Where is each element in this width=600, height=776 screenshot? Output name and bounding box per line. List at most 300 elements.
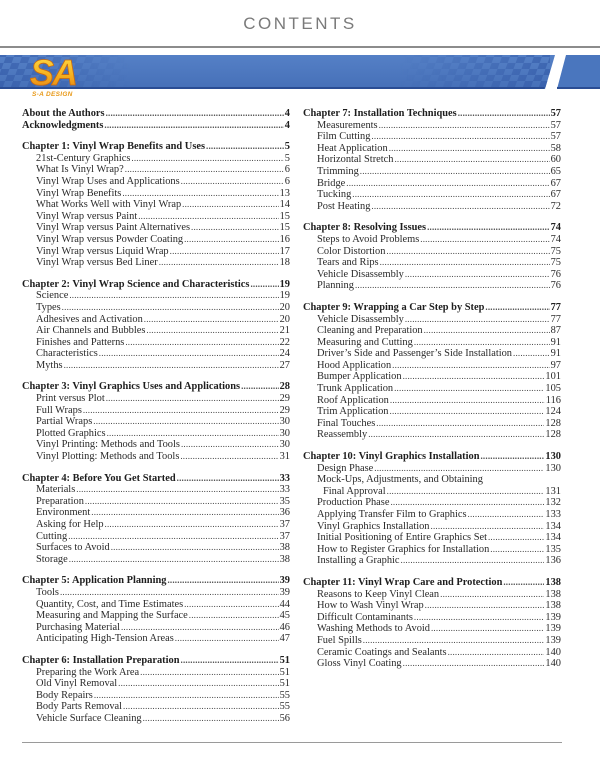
toc-entry-label: Types bbox=[36, 301, 61, 313]
toc-entry[interactable] bbox=[22, 507, 290, 519]
toc-chapter-label: Chapter 6: Installation Preparation bbox=[22, 654, 180, 666]
dot-leader bbox=[106, 393, 279, 405]
toc-entry-label: Vehicle Disassembly bbox=[317, 313, 404, 325]
toc-entry[interactable] bbox=[303, 280, 561, 292]
toc-entry-label: Vinyl Wrap versus Powder Coating bbox=[36, 233, 184, 245]
toc-entry[interactable] bbox=[22, 531, 290, 543]
toc-entry[interactable] bbox=[303, 589, 561, 601]
dot-leader bbox=[485, 302, 549, 314]
toc-entry[interactable] bbox=[22, 314, 290, 326]
toc-entry[interactable] bbox=[303, 658, 561, 670]
toc-entry[interactable] bbox=[22, 290, 290, 302]
toc-page-number: 6 bbox=[284, 164, 290, 176]
toc-front-matter[interactable] bbox=[22, 108, 290, 120]
toc-entry[interactable] bbox=[303, 360, 561, 372]
toc-entry-label: What Works Well with Vinyl Wrap bbox=[36, 199, 182, 211]
toc-entry-label: Installing a Graphic bbox=[317, 555, 400, 567]
dot-leader bbox=[241, 381, 279, 393]
dot-leader bbox=[105, 519, 279, 531]
toc-entry-label: Mock-Ups, Adjustments, and Obtaining bbox=[317, 474, 483, 486]
toc-page-number: 74 bbox=[550, 222, 561, 234]
dot-leader bbox=[91, 507, 278, 519]
toc-entry[interactable] bbox=[303, 337, 561, 349]
toc-entry[interactable] bbox=[22, 519, 290, 531]
toc-entry[interactable] bbox=[22, 188, 290, 200]
dot-leader bbox=[64, 360, 279, 372]
toc-entry[interactable] bbox=[303, 623, 561, 635]
toc-entry[interactable] bbox=[303, 189, 561, 201]
toc-chapter-label: Chapter 4: Before You Get Started bbox=[22, 472, 176, 484]
dot-leader bbox=[138, 211, 278, 223]
dot-leader bbox=[389, 143, 550, 155]
toc-page-number: 87 bbox=[550, 325, 561, 337]
toc-chapter[interactable] bbox=[303, 108, 561, 120]
toc-page-number: 76 bbox=[550, 268, 561, 280]
toc-entry[interactable] bbox=[303, 600, 561, 612]
dot-leader bbox=[346, 178, 549, 190]
toc-page-number: 33 bbox=[279, 472, 290, 484]
toc-entry[interactable] bbox=[22, 199, 290, 211]
toc-page-number: 57 bbox=[550, 108, 561, 119]
toc-entry-label: Tucking bbox=[317, 189, 352, 201]
dot-leader bbox=[431, 521, 545, 533]
toc-entry[interactable] bbox=[22, 554, 290, 566]
toc-page-number: 134 bbox=[545, 532, 561, 544]
toc-entry[interactable] bbox=[22, 678, 290, 690]
toc-page-number: 65 bbox=[550, 165, 561, 177]
dot-leader bbox=[118, 678, 278, 690]
toc-entry[interactable] bbox=[303, 348, 561, 360]
toc-entry-label: Steps to Avoid Problems bbox=[317, 233, 420, 245]
toc-entry[interactable] bbox=[303, 201, 561, 213]
toc-page-number: 15 bbox=[279, 222, 290, 234]
toc-entry[interactable] bbox=[303, 234, 561, 246]
toc-page-number: 6 bbox=[284, 175, 290, 187]
toc-chapter[interactable] bbox=[303, 577, 561, 589]
toc-entry[interactable] bbox=[303, 246, 561, 258]
dot-leader bbox=[458, 108, 550, 120]
toc-entry[interactable] bbox=[22, 153, 290, 165]
toc-chapter[interactable] bbox=[303, 451, 561, 463]
toc-entry-label: Print versus Plot bbox=[36, 393, 105, 405]
toc-page-number: 101 bbox=[545, 371, 561, 383]
toc-entry-label: 21st-Century Graphics bbox=[36, 152, 131, 164]
dot-leader bbox=[143, 713, 279, 725]
toc-page-number: 91 bbox=[550, 348, 561, 360]
toc-entry-label: Applying Transfer Film to Graphics bbox=[317, 509, 467, 520]
toc-entry-label: Reasons to Keep Vinyl Clean bbox=[317, 588, 440, 600]
toc-entry[interactable] bbox=[303, 635, 561, 647]
dot-leader bbox=[184, 599, 279, 611]
toc-entry-label: Fuel Spills bbox=[317, 634, 362, 646]
dot-leader bbox=[181, 655, 279, 667]
toc-entry-label: Measuring and Mapping the Surface bbox=[36, 610, 188, 622]
dot-leader bbox=[76, 484, 278, 496]
toc-page-number: 139 bbox=[545, 611, 561, 623]
title-divider bbox=[0, 46, 600, 48]
toc-page-number: 97 bbox=[550, 359, 561, 371]
toc-entry[interactable] bbox=[22, 348, 290, 360]
dot-leader bbox=[392, 360, 549, 372]
dot-leader bbox=[180, 451, 278, 463]
toc-entry-label: What Is Vinyl Wrap? bbox=[36, 164, 124, 176]
toc-entry[interactable] bbox=[22, 405, 290, 417]
dot-leader bbox=[69, 554, 279, 566]
toc-page-number: 18 bbox=[279, 257, 290, 269]
toc-page-number: 14 bbox=[279, 199, 290, 211]
toc-entry-label: Myths bbox=[36, 359, 63, 371]
dot-leader bbox=[379, 120, 550, 132]
toc-page-number: 75 bbox=[550, 257, 561, 269]
toc-entry-label: Trimming bbox=[317, 165, 359, 177]
toc-page-number: 39 bbox=[279, 586, 290, 598]
dot-leader bbox=[177, 473, 279, 485]
toc-entry-label: Bumper Application bbox=[317, 371, 402, 383]
toc-entry-label: Science bbox=[36, 290, 69, 302]
toc-entry-label: Final Touches bbox=[317, 417, 376, 429]
toc-entry-label: Preparation bbox=[36, 495, 84, 507]
toc-entry-label: Ceramic Coatings and Sealants bbox=[317, 646, 447, 658]
toc-page-number: 4 bbox=[284, 108, 290, 119]
toc-entry-label: Trunk Application bbox=[317, 383, 394, 395]
dot-leader bbox=[386, 246, 549, 258]
toc-entry[interactable] bbox=[22, 416, 290, 428]
toc-chapter-label: Chapter 10: Vinyl Graphics Installation bbox=[303, 451, 480, 463]
dot-leader bbox=[250, 279, 278, 291]
toc-entry[interactable] bbox=[303, 131, 561, 143]
toc-page-number: 138 bbox=[545, 576, 561, 588]
toc-page-number: 20 bbox=[279, 313, 290, 325]
toc-page-number: 24 bbox=[279, 348, 290, 360]
toc-page-number: 67 bbox=[550, 177, 561, 189]
toc-entry-label: Tears and Rips bbox=[317, 257, 379, 269]
dot-leader bbox=[401, 555, 545, 567]
toc-entry-label: Finishes and Patterns bbox=[36, 336, 125, 348]
toc-entry-label: Planning bbox=[317, 280, 354, 292]
toc-page-number: 56 bbox=[279, 712, 290, 724]
toc-entry-label: Adhesives and Activation bbox=[36, 313, 143, 325]
toc-entry[interactable] bbox=[22, 439, 290, 451]
toc-entry[interactable] bbox=[22, 302, 290, 314]
toc-entry-label: Film Cutting bbox=[317, 131, 371, 143]
toc-chapter-label: Chapter 2: Vinyl Wrap Science and Characteristics bbox=[22, 278, 250, 290]
page-title: CONTENTS bbox=[243, 14, 357, 33]
toc-entry[interactable] bbox=[22, 701, 290, 713]
toc-entry-label: Hood Application bbox=[317, 359, 392, 371]
toc-chapter[interactable] bbox=[22, 279, 290, 291]
toc-entry[interactable] bbox=[303, 395, 561, 407]
toc-entry[interactable] bbox=[22, 246, 290, 258]
toc-page-number: 51 bbox=[279, 678, 290, 690]
dot-leader bbox=[371, 131, 549, 143]
toc-entry[interactable] bbox=[22, 325, 290, 337]
dot-leader bbox=[121, 622, 279, 634]
toc-page-number: 116 bbox=[545, 394, 561, 406]
toc-page-number: 38 bbox=[279, 553, 290, 565]
toc-entry[interactable] bbox=[303, 120, 561, 132]
toc-entry[interactable] bbox=[22, 234, 290, 246]
toc-entry[interactable] bbox=[303, 463, 561, 475]
toc-page-number: 60 bbox=[550, 154, 561, 166]
dot-leader bbox=[123, 701, 279, 713]
toc-entry[interactable] bbox=[22, 164, 290, 176]
toc-entry[interactable] bbox=[303, 314, 561, 326]
toc-page-number: 46 bbox=[279, 621, 290, 633]
toc-entry[interactable] bbox=[22, 599, 290, 611]
dot-leader bbox=[390, 395, 545, 407]
toc-entry-label: Environment bbox=[36, 507, 91, 519]
toc-page-number: 16 bbox=[279, 233, 290, 245]
dot-leader bbox=[189, 610, 279, 622]
bottom-divider bbox=[22, 742, 562, 743]
toc-page-number: 45 bbox=[279, 610, 290, 622]
toc-entry-label: Initial Positioning of Entire Graphics Set bbox=[317, 532, 487, 544]
dot-leader bbox=[371, 201, 549, 213]
toc-entry[interactable] bbox=[22, 211, 290, 223]
toc-entry[interactable] bbox=[22, 622, 290, 634]
toc-entry[interactable] bbox=[22, 484, 290, 496]
toc-entry[interactable] bbox=[22, 257, 290, 269]
dot-leader bbox=[144, 314, 279, 326]
toc-entry[interactable] bbox=[22, 542, 290, 554]
toc-entry-label: Heat Application bbox=[317, 142, 388, 154]
checkered-banner-graphic bbox=[0, 51, 600, 91]
toc-entry[interactable] bbox=[303, 429, 561, 441]
dot-leader bbox=[85, 496, 279, 508]
toc-page-number: 130 bbox=[545, 451, 561, 463]
toc-entry[interactable] bbox=[22, 176, 290, 188]
dot-leader bbox=[427, 222, 550, 234]
toc-entry-label: Vinyl Graphics Installation bbox=[317, 520, 430, 532]
toc-entry-continuation[interactable] bbox=[303, 486, 561, 498]
toc-entry-label: Vinyl Wrap Uses and Applications bbox=[36, 175, 180, 187]
toc-page-number: 33 bbox=[279, 484, 290, 496]
dot-leader bbox=[69, 290, 278, 302]
toc-entry[interactable] bbox=[22, 428, 290, 440]
toc-entry[interactable] bbox=[303, 544, 561, 556]
dot-leader bbox=[394, 383, 544, 395]
toc-entry[interactable] bbox=[303, 418, 561, 430]
toc-front-matter-label: Acknowledgments bbox=[22, 119, 104, 131]
toc-page-number: 4 bbox=[284, 119, 290, 131]
dot-leader bbox=[376, 418, 544, 430]
toc-chapter[interactable] bbox=[22, 381, 290, 393]
toc-entry[interactable] bbox=[303, 166, 561, 178]
dot-leader bbox=[146, 325, 278, 337]
toc-page-number: 29 bbox=[279, 393, 290, 405]
toc-page-number: 140 bbox=[545, 646, 561, 658]
toc-page-number: 47 bbox=[279, 633, 290, 645]
toc-entry[interactable] bbox=[303, 612, 561, 624]
sa-logo-icon bbox=[30, 52, 76, 91]
toc-page-number: 130 bbox=[545, 462, 561, 474]
toc-entry[interactable] bbox=[22, 633, 290, 645]
toc-entry[interactable] bbox=[22, 393, 290, 405]
toc-entry[interactable] bbox=[22, 451, 290, 463]
toc-page-number: 20 bbox=[279, 301, 290, 313]
toc-entry[interactable] bbox=[303, 371, 561, 383]
toc-front-matter[interactable] bbox=[22, 120, 290, 132]
toc-entry-label: Horizontal Stretch bbox=[317, 154, 394, 166]
toc-entry[interactable] bbox=[22, 496, 290, 508]
dot-leader bbox=[182, 199, 278, 211]
dot-leader bbox=[175, 633, 279, 645]
toc-entry[interactable] bbox=[22, 713, 290, 725]
toc-entry-label: Anticipating High-Tension Areas bbox=[36, 633, 174, 645]
toc-page-number: 128 bbox=[545, 429, 561, 441]
toc-chapter[interactable] bbox=[303, 222, 561, 234]
toc-page-number: 131 bbox=[545, 485, 561, 497]
toc-page-number: 132 bbox=[545, 497, 561, 509]
toc-page-number: 51 bbox=[279, 666, 290, 678]
toc-chapter[interactable] bbox=[22, 655, 290, 667]
toc-page-number: 135 bbox=[545, 543, 561, 555]
toc-page-number: 36 bbox=[279, 507, 290, 519]
toc-entry-label: Asking for Help bbox=[36, 519, 104, 530]
dot-leader bbox=[431, 623, 544, 635]
toc-entry[interactable] bbox=[22, 667, 290, 679]
toc-entry[interactable] bbox=[303, 383, 561, 395]
dot-leader bbox=[374, 463, 544, 475]
toc-entry-label: Vinyl Wrap versus Paint bbox=[36, 210, 138, 222]
logo-caption: S-A DESIGN bbox=[32, 91, 73, 98]
toc-page-number: 30 bbox=[279, 416, 290, 428]
toc-entry-label: Surfaces to Avoid bbox=[36, 542, 110, 554]
toc-page-number: 21 bbox=[279, 325, 290, 337]
toc-entry[interactable] bbox=[22, 587, 290, 599]
toc-page-number: 28 bbox=[279, 381, 290, 393]
toc-chapter-label: Chapter 1: Vinyl Wrap Benefits and Uses bbox=[22, 141, 206, 153]
dot-leader bbox=[363, 635, 545, 647]
dot-leader bbox=[390, 497, 544, 509]
toc-entry-label: Washing Methods to Avoid bbox=[317, 623, 430, 635]
toc-entry[interactable] bbox=[303, 257, 561, 269]
toc-chapter[interactable] bbox=[22, 473, 290, 485]
dot-leader bbox=[181, 176, 284, 188]
toc-entry-label: Plotted Graphics bbox=[36, 427, 106, 439]
toc-entry[interactable] bbox=[303, 521, 561, 533]
toc-page-number: 57 bbox=[550, 131, 561, 143]
toc-chapter[interactable] bbox=[22, 141, 290, 153]
toc-entry[interactable] bbox=[303, 647, 561, 659]
toc-page-number: 105 bbox=[545, 383, 561, 395]
toc-entry[interactable] bbox=[303, 178, 561, 190]
toc-chapter-label: Chapter 5: Application Planning bbox=[22, 575, 167, 587]
dot-leader bbox=[360, 166, 550, 178]
toc-entry-label: Production Phase bbox=[317, 497, 390, 509]
toc-page-number: 128 bbox=[545, 417, 561, 429]
dot-leader bbox=[390, 406, 545, 418]
toc-entry[interactable] bbox=[303, 325, 561, 337]
toc-entry-label: Bridge bbox=[317, 177, 346, 189]
toc-entry[interactable] bbox=[303, 269, 561, 281]
toc-entry-label: Quantity, Cost, and Time Estimates bbox=[36, 598, 184, 610]
dot-leader bbox=[513, 348, 550, 360]
toc-entry-label: Measurements bbox=[317, 119, 378, 131]
dot-leader bbox=[106, 108, 284, 120]
toc-entry-label: Body Parts Removal bbox=[36, 701, 123, 713]
dot-leader bbox=[107, 428, 279, 440]
toc-entry[interactable] bbox=[22, 337, 290, 349]
toc-entry-label: Final Approval bbox=[323, 485, 386, 497]
toc-entry-label: Body Repairs bbox=[36, 689, 93, 701]
toc-chapter[interactable] bbox=[22, 575, 290, 587]
dot-leader bbox=[488, 532, 544, 544]
toc-entry[interactable] bbox=[303, 509, 561, 521]
toc-chapter[interactable] bbox=[303, 302, 561, 314]
dot-leader bbox=[403, 658, 545, 670]
toc-entry[interactable] bbox=[303, 143, 561, 155]
dot-leader bbox=[405, 269, 550, 281]
dot-leader bbox=[111, 542, 279, 554]
toc-page-number: 124 bbox=[545, 406, 561, 418]
dot-leader bbox=[414, 612, 544, 624]
toc-entry[interactable] bbox=[303, 406, 561, 418]
toc-entry-label: Preparing the Work Area bbox=[36, 666, 140, 678]
dot-leader bbox=[122, 188, 278, 200]
dot-leader bbox=[181, 439, 279, 451]
toc-page-number: 91 bbox=[550, 336, 561, 348]
toc-page-number: 30 bbox=[279, 427, 290, 439]
dot-leader bbox=[60, 587, 279, 599]
toc-page-number: 77 bbox=[550, 301, 561, 313]
toc-page-number: 77 bbox=[550, 313, 561, 325]
header-banner bbox=[0, 51, 600, 91]
dot-leader bbox=[355, 280, 550, 292]
dot-leader bbox=[352, 189, 549, 201]
toc-page-number: 19 bbox=[279, 290, 290, 302]
toc-entry[interactable] bbox=[303, 154, 561, 166]
toc-page-number: 138 bbox=[545, 600, 561, 612]
toc-entry-label: Vehicle Surface Cleaning bbox=[36, 712, 142, 724]
toc-entry[interactable] bbox=[22, 690, 290, 702]
toc-entry[interactable] bbox=[22, 360, 290, 372]
toc-entry-label: Design Phase bbox=[317, 462, 374, 474]
dot-leader bbox=[414, 337, 550, 349]
toc-page-number: 19 bbox=[279, 278, 290, 290]
toc-page-number: 140 bbox=[545, 658, 561, 670]
toc-page-number: 13 bbox=[279, 187, 290, 199]
dot-leader bbox=[94, 690, 279, 702]
toc-page-number: 30 bbox=[279, 439, 290, 451]
svg-text:SA: SA bbox=[30, 52, 77, 91]
toc-entry-label: Cleaning and Preparation bbox=[317, 325, 423, 337]
toc-chapter-label: Chapter 7: Installation Techniques bbox=[303, 108, 457, 119]
toc-entry[interactable] bbox=[303, 532, 561, 544]
toc-entry-label: Measuring and Cutting bbox=[317, 336, 413, 348]
toc-entry[interactable] bbox=[303, 497, 561, 509]
dot-leader bbox=[170, 246, 279, 258]
dot-leader bbox=[62, 302, 279, 314]
dot-leader bbox=[167, 575, 278, 587]
toc-entry-label: Vinyl Printing: Methods and Tools bbox=[36, 439, 180, 451]
toc-chapter-label: Chapter 9: Wrapping a Car Step by Step bbox=[303, 301, 485, 313]
toc-entry[interactable] bbox=[22, 222, 290, 234]
dot-leader bbox=[380, 257, 550, 269]
toc-entry-label: Color Distortion bbox=[317, 245, 386, 257]
toc-entry-label: Trim Application bbox=[317, 406, 389, 418]
toc-entry-label: Vinyl Wrap versus Liquid Wrap bbox=[36, 245, 169, 257]
toc-page-number: 136 bbox=[545, 555, 561, 567]
toc-entry[interactable] bbox=[303, 474, 561, 486]
toc-entry-label: Full Wraps bbox=[36, 404, 82, 416]
dot-leader bbox=[159, 257, 279, 269]
toc-front-matter-label: About the Authors bbox=[22, 108, 105, 119]
toc-entry[interactable] bbox=[303, 555, 561, 567]
dot-leader bbox=[99, 348, 279, 360]
dot-leader bbox=[394, 154, 549, 166]
toc-entry[interactable] bbox=[22, 610, 290, 622]
